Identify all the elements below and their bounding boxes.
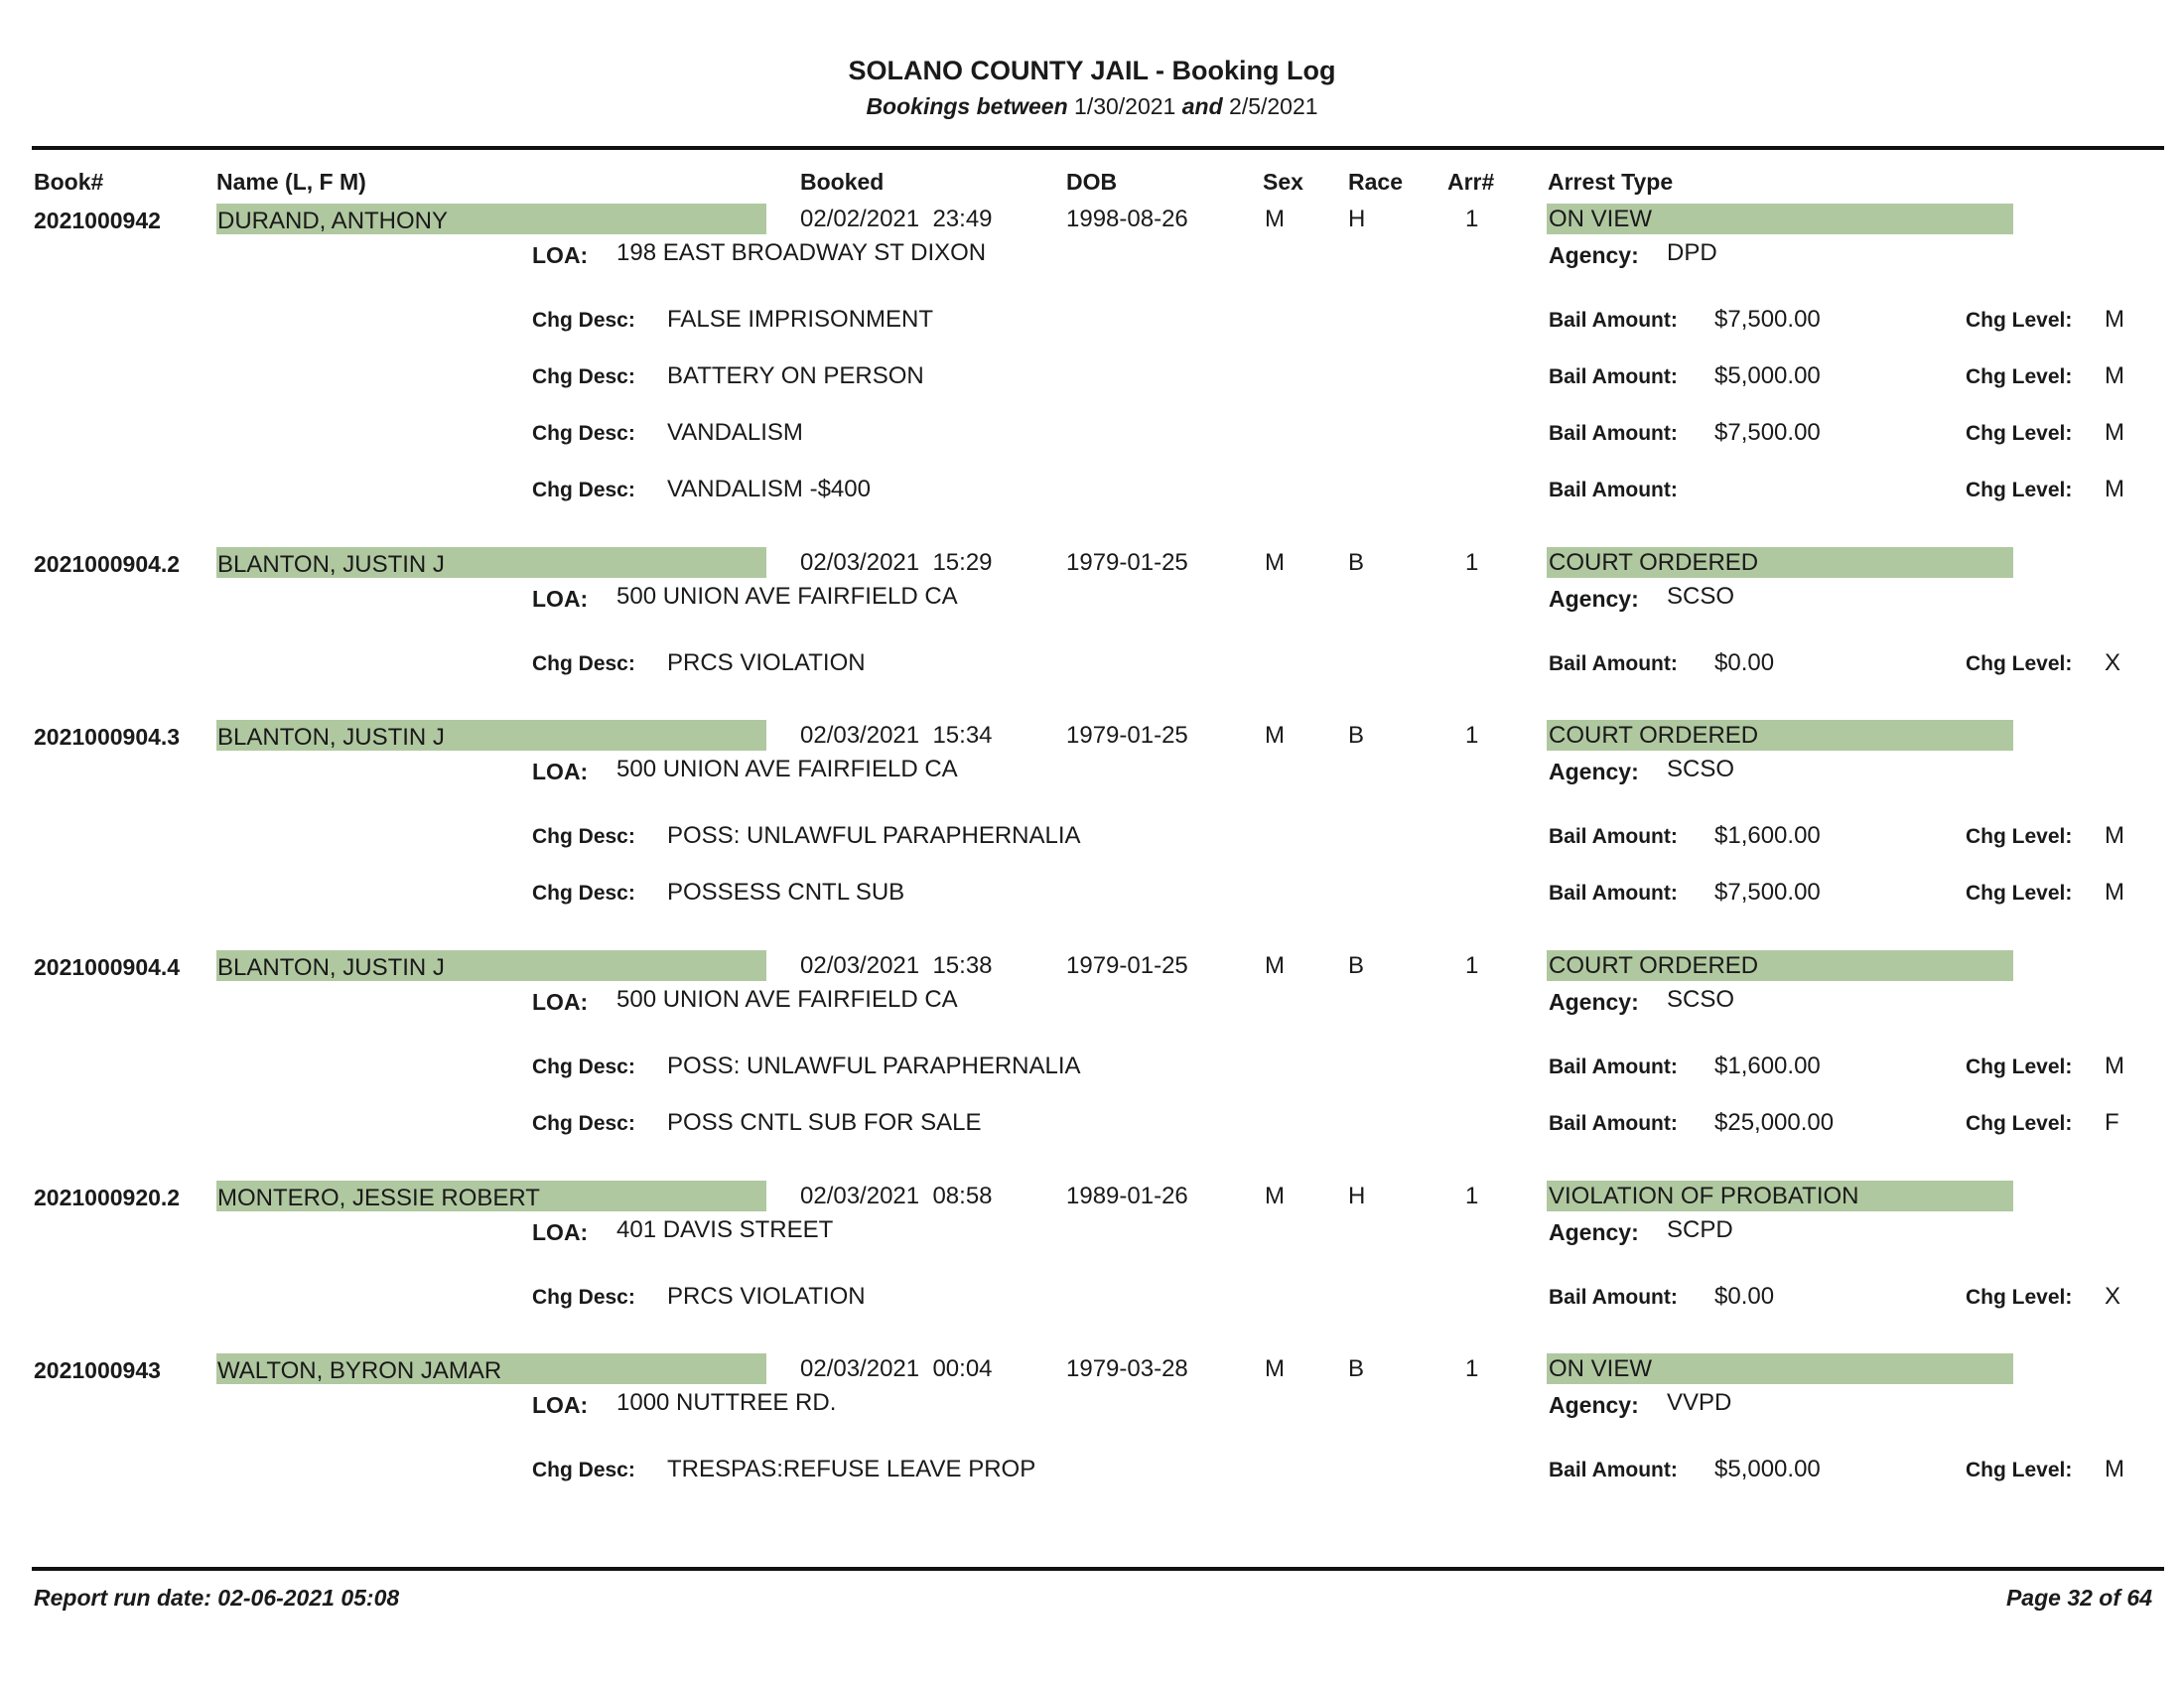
chg-desc-label: Chg Desc: [532, 825, 635, 848]
start-date: 1/30/2021 [1074, 93, 1176, 119]
race: B [1348, 549, 1365, 576]
col-header-arr: Arr# [1447, 169, 1495, 195]
book-number: 2021000920.2 [34, 1185, 181, 1210]
chg-level-label: Chg Level: [1966, 882, 2073, 905]
agency-value: VVPD [1667, 1389, 1732, 1416]
charge-description: POSS CNTL SUB FOR SALE [667, 1109, 982, 1136]
col-header-arrest-type: Arrest Type [1548, 169, 1674, 195]
charge-level: M [2105, 822, 2124, 849]
dob: 1998-08-26 [1066, 206, 1188, 232]
header-rule [32, 146, 2164, 150]
inmate-name: BLANTON, JUSTIN J [217, 724, 445, 751]
chg-level-label: Chg Level: [1966, 1459, 2073, 1481]
chg-desc-label: Chg Desc: [532, 1286, 635, 1309]
chg-level-label: Chg Level: [1966, 309, 2073, 332]
arrest-type: ON VIEW [1549, 206, 1653, 232]
chg-level-label: Chg Level: [1966, 825, 2073, 848]
race: B [1348, 952, 1365, 979]
bail-amount: $7,500.00 [1714, 306, 1821, 333]
dob: 1979-01-25 [1066, 722, 1188, 749]
col-header-dob: DOB [1066, 169, 1118, 195]
dob: 1989-01-26 [1066, 1183, 1188, 1209]
loa-label: LOA: [532, 1219, 589, 1245]
charge-level: X [2105, 649, 2121, 676]
bail-amount: $5,000.00 [1714, 362, 1821, 389]
agency-label: Agency: [1549, 1219, 1639, 1245]
charge-description: PRCS VIOLATION [667, 1283, 866, 1310]
chg-desc-label: Chg Desc: [532, 479, 635, 501]
book-number: 2021000942 [34, 208, 161, 233]
charge-description: TRESPAS:REFUSE LEAVE PROP [667, 1456, 1036, 1482]
bail-amount-label: Bail Amount: [1549, 309, 1678, 332]
chg-desc-label: Chg Desc: [532, 422, 635, 445]
inmate-name: WALTON, BYRON JAMAR [217, 1357, 502, 1384]
charge-description: BATTERY ON PERSON [667, 362, 924, 389]
chg-desc-label: Chg Desc: [532, 652, 635, 675]
sex: M [1265, 549, 1285, 576]
race: B [1348, 722, 1365, 749]
subtitle-and: and [1181, 93, 1223, 119]
booked-datetime: 02/03/2021 15:34 [800, 722, 993, 749]
chg-level-label: Chg Level: [1966, 1112, 2073, 1135]
page-number: Page 32 of 64 [2005, 1585, 2152, 1611]
report-run-date: Report run date: 02-06-2021 05:08 [34, 1585, 400, 1611]
agency-label: Agency: [1549, 242, 1639, 268]
chg-desc-label: Chg Desc: [532, 309, 635, 332]
subtitle-prefix: Bookings between [866, 93, 1068, 119]
sex: M [1265, 1183, 1285, 1209]
bail-amount-label: Bail Amount: [1549, 882, 1678, 905]
booked-datetime: 02/03/2021 08:58 [800, 1183, 993, 1209]
col-header-booked: Booked [800, 169, 885, 195]
loa-label: LOA: [532, 586, 589, 612]
bail-amount: $7,500.00 [1714, 419, 1821, 446]
chg-level-label: Chg Level: [1966, 652, 2073, 675]
sex: M [1265, 722, 1285, 749]
loa-value: 1000 NUTTREE RD. [616, 1389, 837, 1416]
chg-level-label: Chg Level: [1966, 1055, 2073, 1078]
loa-label: LOA: [532, 989, 589, 1015]
chg-level-label: Chg Level: [1966, 1286, 2073, 1309]
agency-label: Agency: [1549, 759, 1639, 784]
charge-level: M [2105, 362, 2124, 389]
bail-amount-label: Bail Amount: [1549, 825, 1678, 848]
agency-value: SCSO [1667, 986, 1735, 1013]
booked-datetime: 02/03/2021 15:38 [800, 952, 993, 979]
col-header-name: Name (L, F M) [216, 169, 366, 195]
loa-label: LOA: [532, 759, 589, 784]
dob: 1979-01-25 [1066, 952, 1188, 979]
footer-rule [32, 1567, 2164, 1571]
charge-level: X [2105, 1283, 2121, 1310]
sex: M [1265, 1355, 1285, 1382]
dob: 1979-03-28 [1066, 1355, 1188, 1382]
loa-value: 500 UNION AVE FAIRFIELD CA [616, 986, 958, 1013]
report-title: SOLANO COUNTY JAIL - Booking Log [848, 56, 1336, 85]
charge-level: M [2105, 306, 2124, 333]
sex: M [1265, 952, 1285, 979]
book-number: 2021000904.4 [34, 954, 181, 980]
loa-label: LOA: [532, 1392, 589, 1418]
inmate-name: BLANTON, JUSTIN J [217, 954, 445, 981]
chg-desc-label: Chg Desc: [532, 882, 635, 905]
chg-desc-label: Chg Desc: [532, 1055, 635, 1078]
arrest-type: ON VIEW [1549, 1355, 1653, 1382]
bail-amount-label: Bail Amount: [1549, 1055, 1678, 1078]
arrest-number: 1 [1465, 722, 1479, 749]
agency-label: Agency: [1549, 586, 1639, 612]
chg-level-label: Chg Level: [1966, 365, 2073, 388]
bail-amount-label: Bail Amount: [1549, 422, 1678, 445]
race: H [1348, 1183, 1366, 1209]
charge-description: POSS: UNLAWFUL PARAPHERNALIA [667, 822, 1081, 849]
col-header-sex: Sex [1263, 169, 1303, 195]
inmate-name: MONTERO, JESSIE ROBERT [217, 1185, 540, 1211]
arrest-type: COURT ORDERED [1549, 952, 1759, 979]
arrest-type: VIOLATION OF PROBATION [1549, 1183, 1859, 1209]
arrest-number: 1 [1465, 952, 1479, 979]
bail-amount: $25,000.00 [1714, 1109, 1835, 1136]
loa-value: 198 EAST BROADWAY ST DIXON [616, 239, 987, 266]
loa-value: 401 DAVIS STREET [616, 1216, 834, 1243]
loa-value: 500 UNION AVE FAIRFIELD CA [616, 583, 958, 610]
col-header-race: Race [1348, 169, 1403, 195]
book-number: 2021000904.2 [34, 551, 181, 577]
inmate-name: DURAND, ANTHONY [217, 208, 449, 234]
chg-desc-label: Chg Desc: [532, 1459, 635, 1481]
charge-level: M [2105, 1053, 2124, 1079]
booked-datetime: 02/03/2021 15:29 [800, 549, 993, 576]
race: B [1348, 1355, 1365, 1382]
bail-amount: $1,600.00 [1714, 822, 1821, 849]
chg-level-label: Chg Level: [1966, 479, 2073, 501]
agency-value: DPD [1667, 239, 1717, 266]
sex: M [1265, 206, 1285, 232]
bail-amount-label: Bail Amount: [1549, 652, 1678, 675]
bail-amount: $0.00 [1714, 649, 1775, 676]
agency-value: SCSO [1667, 583, 1735, 610]
charge-level: M [2105, 476, 2124, 502]
dob: 1979-01-25 [1066, 549, 1188, 576]
inmate-name: BLANTON, JUSTIN J [217, 551, 445, 578]
arrest-number: 1 [1465, 1183, 1479, 1209]
end-date: 2/5/2021 [1229, 93, 1318, 119]
arrest-type: COURT ORDERED [1549, 722, 1759, 749]
arrest-number: 1 [1465, 1355, 1479, 1382]
arrest-number: 1 [1465, 206, 1479, 232]
book-number: 2021000943 [34, 1357, 161, 1383]
charge-description: VANDALISM -$400 [667, 476, 871, 502]
loa-label: LOA: [532, 242, 589, 268]
bail-amount: $0.00 [1714, 1283, 1775, 1310]
report-subtitle [0, 93, 2184, 120]
chg-level-label: Chg Level: [1966, 422, 2073, 445]
charge-level: M [2105, 879, 2124, 906]
col-header-book: Book# [34, 169, 104, 195]
bail-amount-label: Bail Amount: [1549, 365, 1678, 388]
booked-datetime: 02/03/2021 00:04 [800, 1355, 993, 1382]
bail-amount: $1,600.00 [1714, 1053, 1821, 1079]
charge-level: M [2105, 419, 2124, 446]
loa-value: 500 UNION AVE FAIRFIELD CA [616, 756, 958, 782]
arrest-type: COURT ORDERED [1549, 549, 1759, 576]
charge-level: F [2105, 1109, 2119, 1136]
agency-value: SCSO [1667, 756, 1735, 782]
agency-value: SCPD [1667, 1216, 1733, 1243]
bail-amount-label: Bail Amount: [1549, 1286, 1678, 1309]
charge-description: FALSE IMPRISONMENT [667, 306, 934, 333]
charge-description: POSSESS CNTL SUB [667, 879, 905, 906]
charge-description: POSS: UNLAWFUL PARAPHERNALIA [667, 1053, 1081, 1079]
charge-description: VANDALISM [667, 419, 803, 446]
agency-label: Agency: [1549, 989, 1639, 1015]
bail-amount-label: Bail Amount: [1549, 1112, 1678, 1135]
race: H [1348, 206, 1366, 232]
booked-datetime: 02/02/2021 23:49 [800, 206, 993, 232]
bail-amount-label: Bail Amount: [1549, 479, 1678, 501]
chg-desc-label: Chg Desc: [532, 1112, 635, 1135]
bail-amount-label: Bail Amount: [1549, 1459, 1678, 1481]
charge-description: PRCS VIOLATION [667, 649, 866, 676]
chg-desc-label: Chg Desc: [532, 365, 635, 388]
bail-amount: $5,000.00 [1714, 1456, 1821, 1482]
arrest-number: 1 [1465, 549, 1479, 576]
agency-label: Agency: [1549, 1392, 1639, 1418]
bail-amount: $7,500.00 [1714, 879, 1821, 906]
book-number: 2021000904.3 [34, 724, 181, 750]
charge-level: M [2105, 1456, 2124, 1482]
